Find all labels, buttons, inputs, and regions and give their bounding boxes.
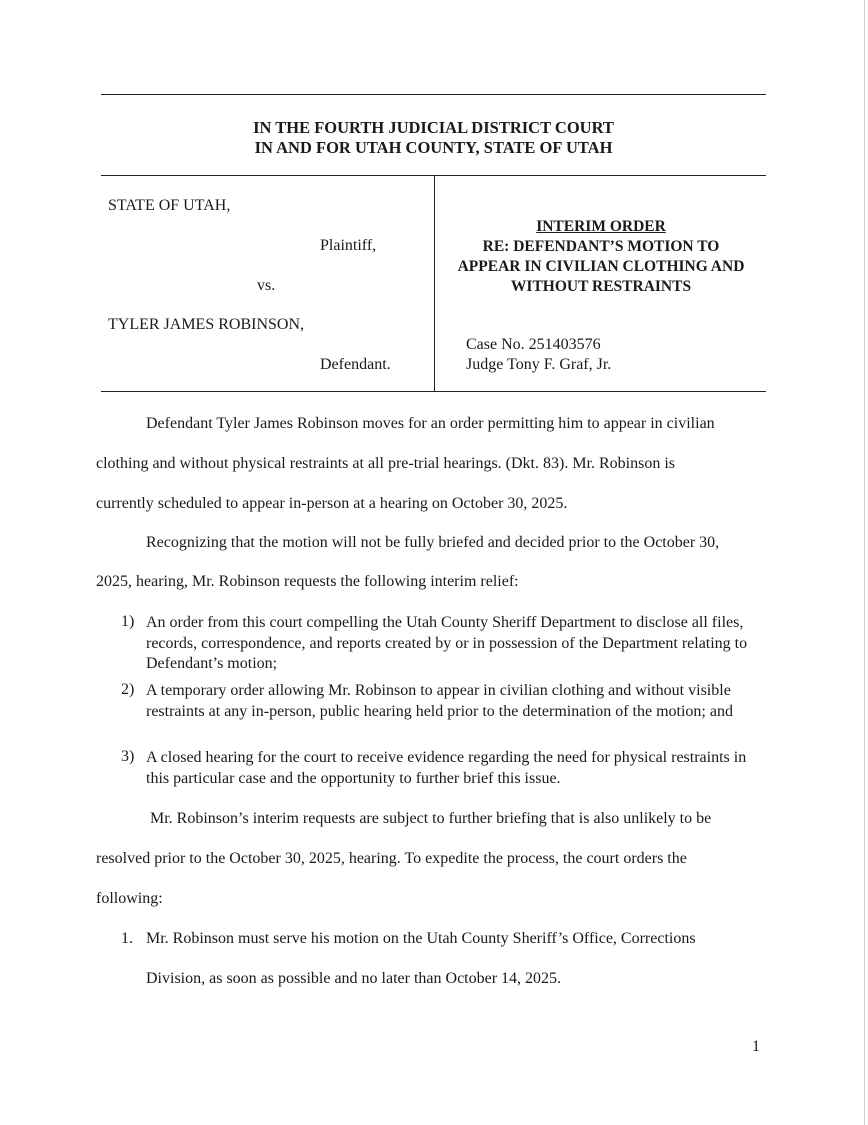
paragraph-3-line-3: following: bbox=[96, 890, 163, 907]
paragraph-1-line-1: Defendant Tyler James Robinson moves for an order permitting him to appear in civilian bbox=[146, 415, 715, 432]
plaintiff-name: STATE OF UTAH, bbox=[108, 197, 231, 214]
paragraph-3-line-2: resolved prior to the October 30, 2025, hearing. To expedite the process, the court orders the bbox=[96, 850, 687, 867]
court-name-line1: IN THE FOURTH JUDICIAL DISTRICT COURT bbox=[253, 118, 614, 137]
top-rule bbox=[101, 94, 766, 95]
relief-item-3-text: A closed hearing for the court to receive evidence regarding the need for physical restraints in this particular case and the opportunity to further brief this issue. bbox=[146, 749, 747, 787]
case-number: Case No. 251403576 bbox=[466, 336, 601, 353]
relief-item-1-text: An order from this court compelling the Utah County Sheriff Department to disclose all files, records, correspondence, and reports created by or in possession of the Department relating to Defendant’s motion; bbox=[146, 614, 748, 673]
order-item-1-line-2: Division, as soon as possible and no later than October 14, 2025. bbox=[146, 970, 562, 987]
relief-item-3-number: 3) bbox=[121, 748, 135, 765]
plaintiff-label: Plaintiff, bbox=[320, 237, 377, 254]
court-name-line2: IN AND FOR UTAH COUNTY, STATE OF UTAH bbox=[254, 138, 613, 157]
relief-item-1-number: 1) bbox=[121, 613, 135, 630]
order-subtitle-line3: WITHOUT RESTRAINTS bbox=[510, 278, 692, 295]
judge-name: Judge Tony F. Graf, Jr. bbox=[466, 356, 612, 373]
order-title-text: INTERIM ORDER bbox=[536, 218, 666, 235]
paragraph-2-line-2: 2025, hearing, Mr. Robinson requests the following interim relief: bbox=[96, 573, 519, 590]
order-item-1-line-1: Mr. Robinson must serve his motion on the Utah County Sheriff’s Office, Corrections bbox=[146, 930, 696, 947]
defendant-label: Defendant. bbox=[320, 356, 391, 373]
paragraph-3-line-1: Mr. Robinson’s interim requests are subject to further briefing that is also unlikely to be bbox=[150, 810, 712, 827]
versus: vs. bbox=[257, 277, 276, 294]
order-title bbox=[440, 217, 762, 237]
defendant-name: TYLER JAMES ROBINSON, bbox=[108, 316, 305, 333]
paragraph-1-line-3: currently scheduled to appear in-person at a hearing on October 30, 2025. bbox=[96, 495, 568, 512]
relief-item-2-text: A temporary order allowing Mr. Robinson to appear in civilian clothing and without visible restraints at any in-person, public hearing held prior to the determination of the motion; and bbox=[146, 682, 733, 720]
order-item-1-number: 1. bbox=[121, 930, 133, 947]
order-subtitle-line1: RE: DEFENDANT’S MOTION TO bbox=[482, 238, 720, 255]
page-number: 1 bbox=[752, 1038, 760, 1055]
paragraph-1-line-2: clothing and without physical restraints at all pre-trial hearings. (Dkt. 83). Mr. Robinson is bbox=[96, 455, 676, 472]
paragraph-2-line-1: Recognizing that the motion will not be fully briefed and decided prior to the October 30, bbox=[146, 534, 720, 551]
relief-item-2-number: 2) bbox=[121, 681, 135, 698]
order-subtitle-line2: APPEAR IN CIVILIAN CLOTHING AND bbox=[457, 258, 745, 275]
caption-bottom-rule bbox=[101, 391, 766, 392]
scan-edge-line bbox=[864, 0, 865, 1125]
caption-divider bbox=[434, 176, 435, 391]
